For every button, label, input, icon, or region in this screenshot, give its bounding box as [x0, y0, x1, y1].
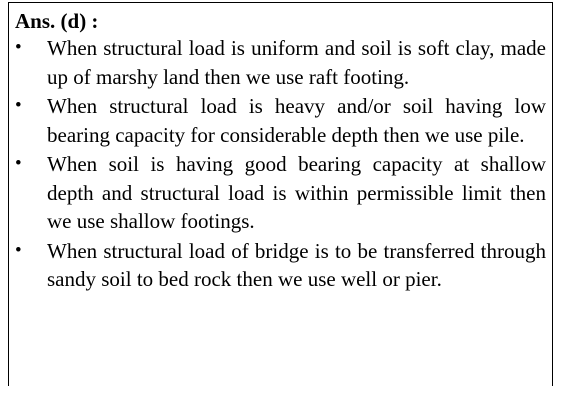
- list-item-text: When structural load is heavy and/or soil having low bearing capacity for considerable depth then we use pile.: [47, 94, 546, 147]
- list-item: [15, 92, 546, 149]
- list-item-text: When soil is having good bearing capacity at shallow depth and structural load is within permissible limit then we use shallow footings.: [47, 152, 546, 233]
- answer-box: [8, 2, 553, 386]
- answer-bullet-list: [15, 34, 546, 294]
- bullet-icon: •: [15, 153, 22, 174]
- list-item-text: When structural load is uniform and soil is soft clay, made up of marshy land then we use raft footing.: [47, 36, 546, 89]
- bullet-icon: •: [15, 95, 22, 116]
- bullet-icon: •: [15, 37, 22, 58]
- list-item: [15, 34, 546, 91]
- list-item: [15, 150, 546, 236]
- list-item: [15, 237, 546, 294]
- answer-label: Ans. (d) :: [15, 9, 99, 33]
- list-item-text: When structural load of bridge is to be transferred through sandy soil to bed rock then we use well or pier.: [47, 238, 546, 291]
- bullet-icon: •: [15, 239, 22, 261]
